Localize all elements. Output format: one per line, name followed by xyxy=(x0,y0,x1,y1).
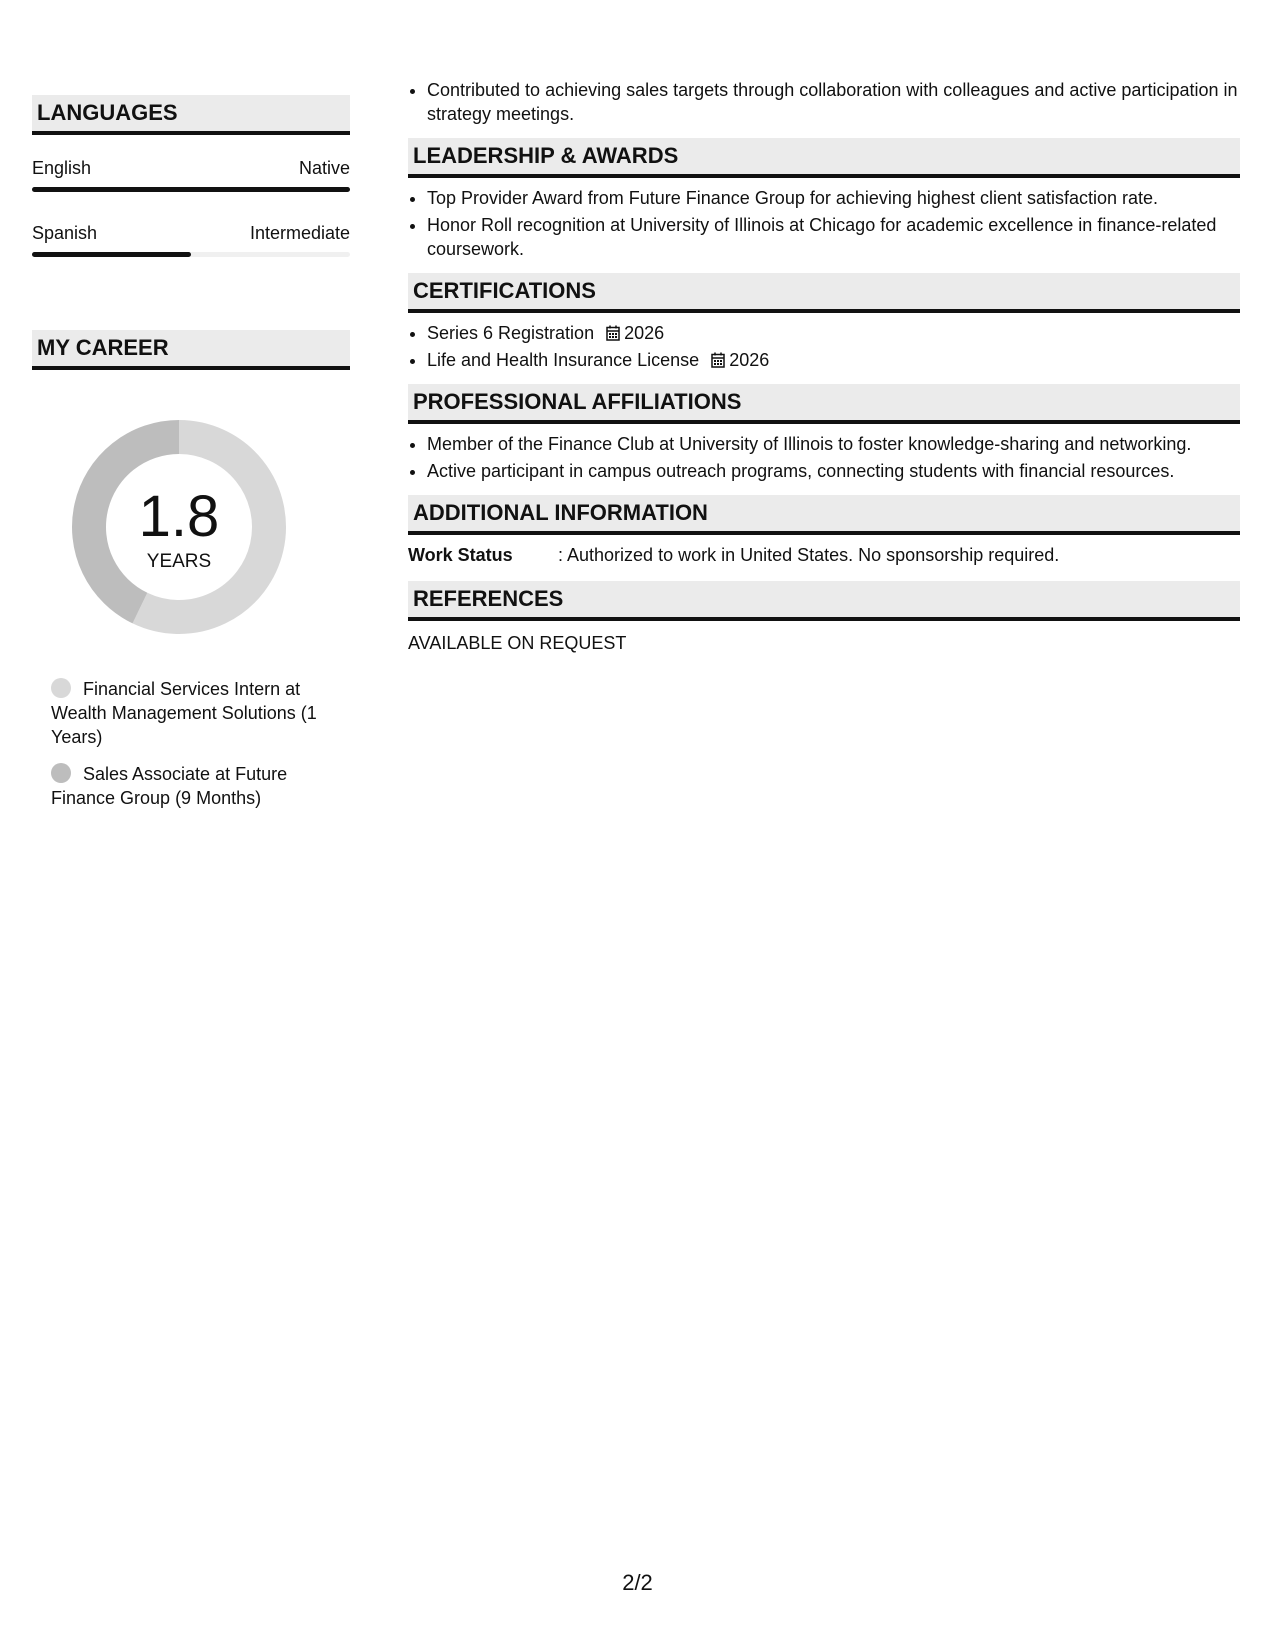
certifications-heading: CERTIFICATIONS xyxy=(408,273,1240,313)
career-heading: MY CAREER xyxy=(32,330,350,370)
certifications-list xyxy=(408,321,1240,372)
list-item xyxy=(427,321,1240,345)
page-number: 2/2 xyxy=(622,1570,653,1595)
list-item: • Member of the Finance Club at University of Illinois to foster knowledge-sharing and networking. xyxy=(427,432,1240,456)
additional-heading: ADDITIONAL INFORMATION xyxy=(408,495,1240,535)
language-level-bar xyxy=(32,187,350,192)
legend-label: Financial Services Intern at Wealth Management Solutions (1 Years) xyxy=(51,679,317,747)
legend-item xyxy=(51,677,350,749)
language-level-bar xyxy=(32,252,350,257)
calendar-icon xyxy=(711,352,725,368)
language-level-fill xyxy=(32,187,350,192)
languages-heading: LANGUAGES xyxy=(32,95,350,135)
legend-dot xyxy=(51,678,71,698)
donut-center xyxy=(65,413,293,641)
right-column xyxy=(408,78,1240,655)
language-name: Spanish xyxy=(32,223,98,243)
legend-label: Sales Associate at Future Finance Group (9 Months) xyxy=(51,764,288,808)
career-donut-chart xyxy=(65,413,293,641)
list-item: • Honor Roll recognition at University of Illinois at Chicago for academic excellence in finance-related coursework. xyxy=(427,213,1240,261)
career-legend xyxy=(32,677,350,810)
affiliations-list xyxy=(408,432,1240,483)
experience-tail-list xyxy=(408,78,1240,126)
certification-name: Life and Health Insurance License xyxy=(427,350,700,370)
work-status-row xyxy=(408,543,1240,567)
certification-year: 2026 xyxy=(624,323,665,343)
calendar-icon xyxy=(606,325,620,341)
career-total-unit: YEARS xyxy=(146,551,212,572)
leadership-list xyxy=(408,186,1240,261)
leadership-heading: LEADERSHIP & AWARDS xyxy=(408,138,1240,178)
left-column xyxy=(32,95,350,823)
language-level-fill xyxy=(32,252,191,257)
work-status-value: : Authorized to work in United States. No sponsorship required. xyxy=(558,545,1060,565)
language-name: English xyxy=(32,158,92,178)
list-item: • Top Provider Award from Future Finance Group for achieving highest client satisfaction rate. xyxy=(427,186,1240,210)
certification-name: Series 6 Registration xyxy=(427,323,595,343)
language-item-english xyxy=(32,157,350,192)
legend-dot xyxy=(51,763,71,783)
legend-item xyxy=(51,762,350,810)
list-item xyxy=(427,348,1240,372)
references-text: AVAILABLE ON REQUEST xyxy=(408,633,627,653)
language-item-spanish xyxy=(32,222,350,257)
list-item: • Active participant in campus outreach programs, connecting students with financial resources. xyxy=(427,459,1240,483)
language-level: Intermediate xyxy=(249,223,350,243)
affiliations-heading: PROFESSIONAL AFFILIATIONS xyxy=(408,384,1240,424)
certification-year: 2026 xyxy=(729,350,770,370)
list-item: • Contributed to achieving sales targets through collaboration with colleagues and active participation in strategy meetings. xyxy=(427,78,1240,126)
career-total-value: 1.8 xyxy=(138,484,220,549)
work-status-label: Work Status xyxy=(408,545,513,565)
language-level: Native xyxy=(298,158,350,178)
references-heading: REFERENCES xyxy=(408,581,1240,621)
